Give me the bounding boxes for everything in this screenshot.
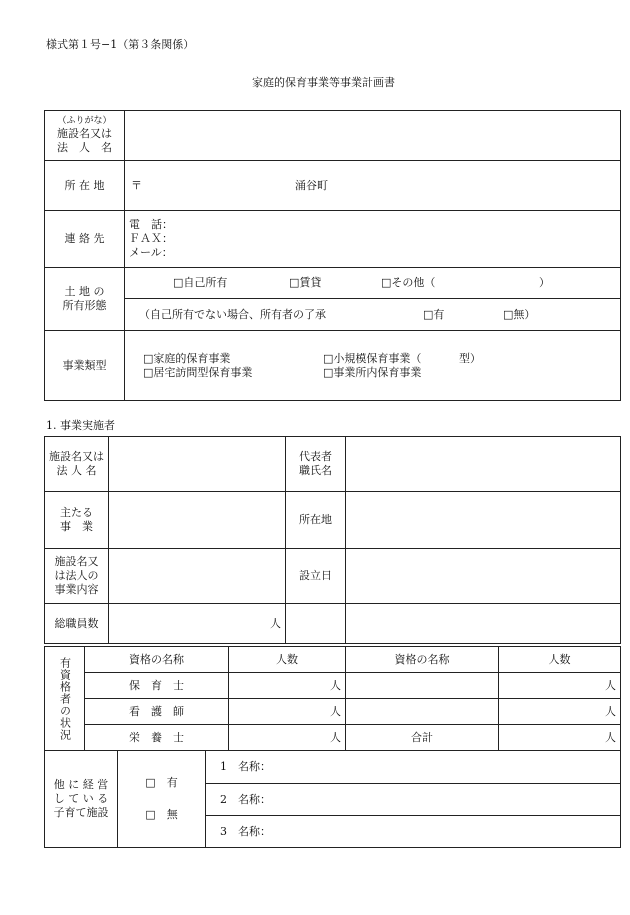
page-title: 家庭的保育事業等事業計画書: [252, 76, 395, 89]
land-lease-checkbox[interactable]: □賃貸: [289, 276, 322, 289]
person-unit: 人: [330, 678, 341, 692]
phone-line: 電 話：: [129, 218, 173, 231]
business-type-options: [125, 331, 621, 401]
consent-yes-checkbox[interactable]: □有: [423, 307, 445, 321]
qual-name-cell: 看 護 師: [85, 699, 229, 725]
qual-count-cell[interactable]: [229, 725, 346, 751]
table-row: [45, 673, 621, 699]
facility-name-field[interactable]: [125, 111, 621, 161]
type-visit-checkbox[interactable]: □居宅訪問型保育事業: [143, 365, 253, 379]
land-ownership-options: [125, 268, 621, 299]
qual-count-cell[interactable]: [229, 673, 346, 699]
postal-mark: 〒: [131, 178, 142, 192]
facility-table: [44, 110, 621, 401]
mail-line: メール：: [129, 246, 173, 259]
business-type-label: 事業類型: [45, 331, 125, 401]
person-unit: 人: [605, 704, 616, 718]
representative-field[interactable]: [346, 437, 621, 492]
table-row: [45, 725, 621, 751]
section1-heading: 1. 事業実施者: [46, 419, 115, 432]
land-ownership-label: 土 地 の 所有形態: [45, 268, 125, 331]
operator-location-label: 所在地: [286, 492, 346, 549]
land-other-checkbox[interactable]: □その他（: [381, 276, 436, 289]
main-business-field[interactable]: [109, 492, 286, 549]
operator-name-field[interactable]: [109, 437, 286, 492]
other-yes-checkbox[interactable]: □ 有: [145, 776, 178, 789]
operator-location-field[interactable]: [346, 492, 621, 549]
operator-table: [44, 436, 621, 644]
land-other-close: ）: [539, 276, 550, 289]
qual-name-cell: 保 育 士: [85, 673, 229, 699]
qual-count-cell[interactable]: [229, 699, 346, 725]
consent-no-checkbox[interactable]: □無）: [503, 307, 536, 321]
other-facilities-label: 他 に 経 営 し て い る 子育て施設: [45, 751, 118, 848]
staff-count-label: 総職員数: [45, 604, 109, 644]
person-unit: 人: [330, 704, 341, 718]
table-row: [45, 699, 621, 725]
contact-label: 連 絡 先: [45, 211, 125, 268]
staff-count-unit: 人: [270, 616, 281, 630]
qualified-side-label: 有資格者の状況: [45, 647, 85, 751]
business-content-field[interactable]: [109, 549, 286, 604]
other-facility-name-1[interactable]: 1 名称：: [206, 751, 621, 784]
type-small-checkbox[interactable]: □小規模保育事業（: [323, 351, 422, 365]
town-name: 涌谷町: [295, 178, 328, 192]
address-field[interactable]: [125, 161, 621, 211]
total-label: 合計: [346, 725, 499, 751]
owner-consent-text: （自己所有でない場合、所有者の了承: [139, 307, 326, 321]
established-label: 設立日: [286, 549, 346, 604]
form-number: 様式第１号−1（第３条関係）: [46, 38, 195, 51]
person-unit: 人: [605, 678, 616, 692]
qual-count-cell-right[interactable]: [499, 673, 621, 699]
representative-label: 代表者 職氏名: [286, 437, 346, 492]
contact-field[interactable]: [125, 211, 621, 268]
other-facility-name-3[interactable]: 3 名称：: [206, 816, 621, 848]
other-no-checkbox[interactable]: □ 無: [145, 808, 178, 821]
qual-name-header-2: 資格の名称: [346, 647, 499, 673]
fax-line: ＦＡＸ：: [129, 232, 173, 245]
qual-name-cell: 栄 養 士: [85, 725, 229, 751]
other-facilities-table: [44, 750, 621, 848]
type-small-suffix: 型）: [459, 351, 481, 365]
main-business-label: 主たる 事 業: [45, 492, 109, 549]
person-unit: 人: [330, 730, 341, 744]
owner-consent-row: [125, 299, 621, 331]
operator-name-label: 施設名又は 法 人 名: [45, 437, 109, 492]
person-unit: 人: [605, 730, 616, 744]
type-home-checkbox[interactable]: □家庭的保育事業: [143, 351, 231, 365]
other-facility-name-2[interactable]: 2 名称：: [206, 784, 621, 816]
other-facilities-checkboxes: [118, 751, 206, 848]
qual-name-header: 資格の名称: [85, 647, 229, 673]
staff-empty-cell: [286, 604, 346, 644]
qual-name-cell-right[interactable]: [346, 673, 499, 699]
qual-count-cell-right[interactable]: [499, 699, 621, 725]
total-count-cell[interactable]: [499, 725, 621, 751]
address-label: 所 在 地: [45, 161, 125, 211]
land-own-checkbox[interactable]: □自己所有: [173, 276, 228, 289]
qualified-staff-table: [44, 646, 621, 751]
established-field[interactable]: [346, 549, 621, 604]
qual-name-cell-right[interactable]: [346, 699, 499, 725]
business-content-label: 施設名又 は法人の 事業内容: [45, 549, 109, 604]
staff-count-field[interactable]: [109, 604, 286, 644]
count-header: 人数: [229, 647, 346, 673]
type-office-checkbox[interactable]: □事業所内保育事業: [323, 365, 422, 379]
facility-name-label: （ふりがな） 施設名又は 法 人 名: [45, 111, 125, 161]
staff-empty-cell-2: [346, 604, 621, 644]
count-header-2: 人数: [499, 647, 621, 673]
